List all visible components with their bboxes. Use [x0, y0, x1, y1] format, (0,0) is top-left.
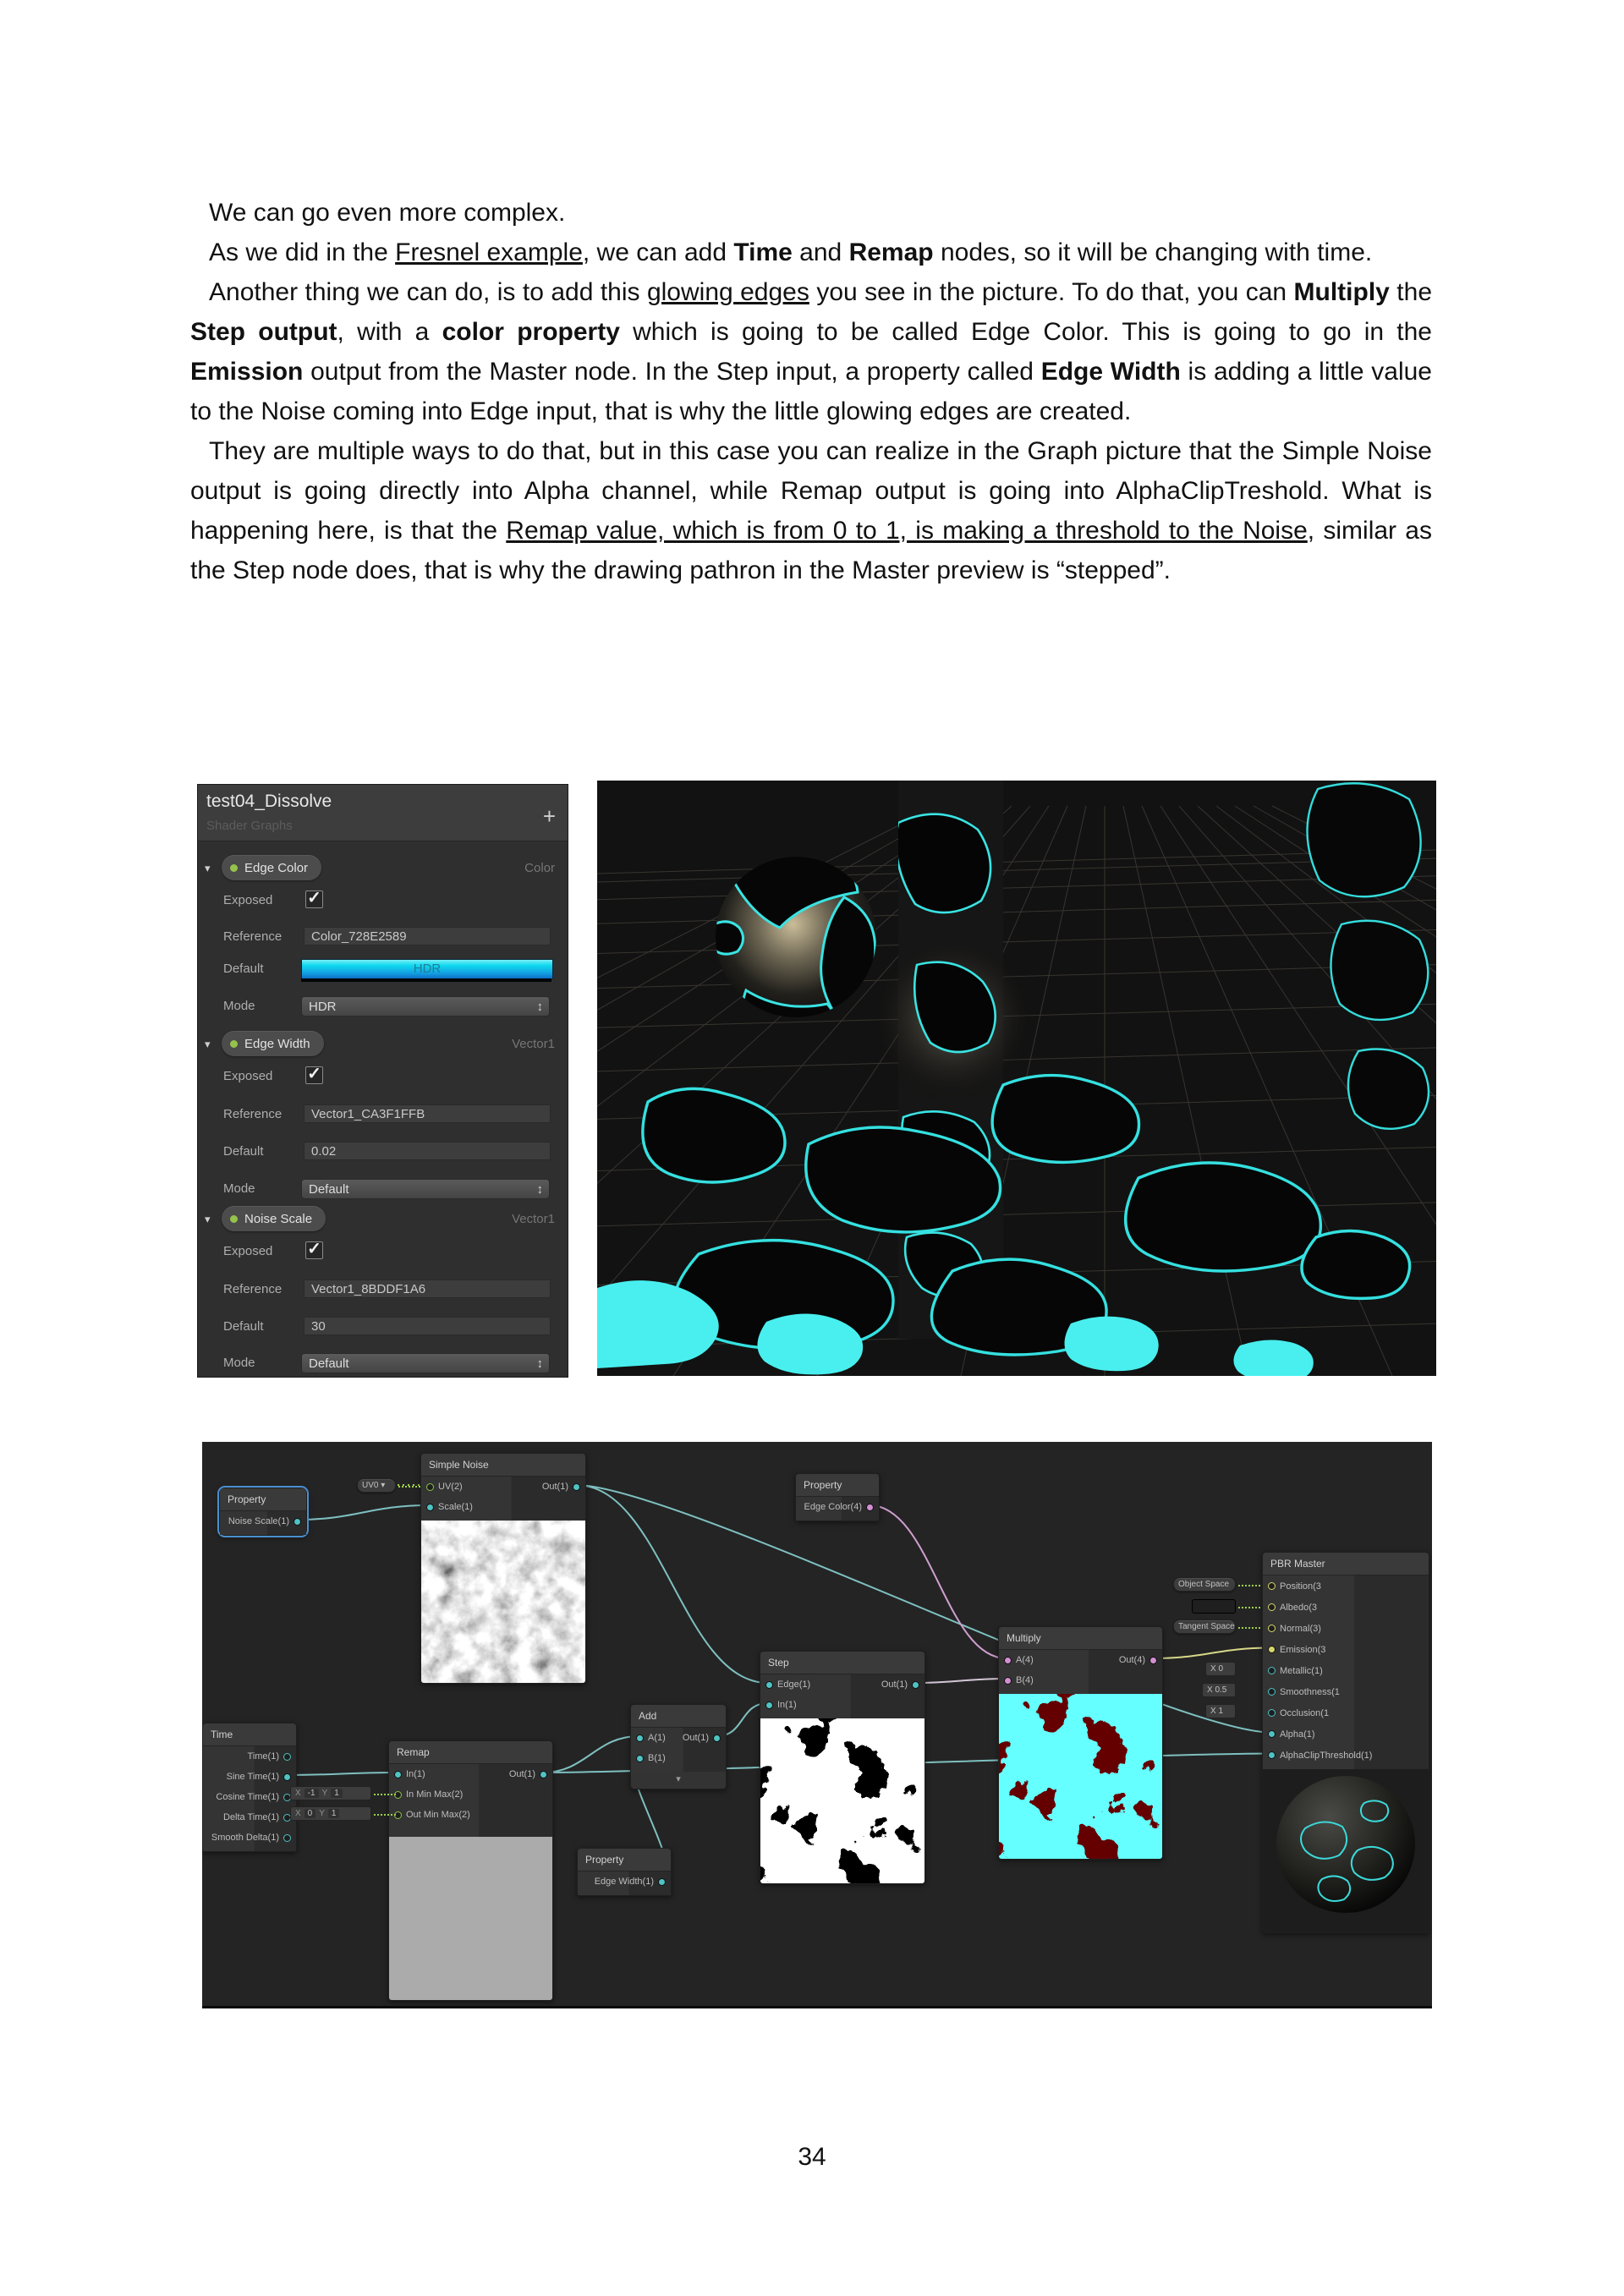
port-label: UV(2): [438, 1482, 463, 1492]
port-label: In Min Max(2): [406, 1789, 464, 1800]
output-port-Sine Time(1)[interactable]: [227, 1767, 291, 1787]
node-body: [796, 1497, 879, 1521]
port-label: B(1): [648, 1753, 666, 1763]
dotted-connector-icon: [1238, 1627, 1260, 1629]
connected-port-icon[interactable]: [1268, 1646, 1276, 1653]
bold-text: Time: [733, 238, 793, 266]
port-label: Metallic(1): [1280, 1665, 1323, 1676]
mode-label: Mode: [223, 1181, 255, 1196]
albedo-swatch[interactable]: [1192, 1599, 1236, 1614]
chevron-down-icon[interactable]: ▾: [205, 1213, 211, 1225]
updown-arrow-icon: ↕: [536, 1000, 543, 1014]
widget-label: X 1: [1210, 1706, 1224, 1716]
port-label: Out(4): [1118, 1655, 1145, 1665]
node-prop_noise_scale[interactable]: [219, 1488, 307, 1536]
widget-label: X 0: [1210, 1663, 1224, 1674]
connected-port-icon[interactable]: [866, 1504, 874, 1511]
text: and: [792, 238, 849, 266]
input-port-A(1)[interactable]: [636, 1728, 666, 1748]
property-name: Edge Width: [244, 1036, 310, 1051]
port-label: Sine Time(1): [226, 1772, 279, 1782]
reference-label: Reference: [223, 929, 283, 944]
output-port-Noise Scale(1)[interactable]: [228, 1511, 301, 1532]
unconnected-port-icon[interactable]: [1268, 1688, 1276, 1696]
mode-dropdown[interactable]: [301, 1179, 550, 1199]
shader-subtitle: Shader Graphs: [206, 819, 293, 833]
output-port-Out(1)[interactable]: [683, 1728, 721, 1748]
node-preview-cyan: [999, 1694, 1162, 1859]
text: is adding a little value to the Noise coming into Edge input, that is why the little glowing edges are created.: [190, 358, 1432, 425]
dissolve-scene-graphic: [597, 781, 1436, 1376]
unconnected-port-icon[interactable]: [283, 1753, 291, 1761]
add-property-button[interactable]: +: [542, 803, 556, 829]
node-simple_noise[interactable]: [420, 1453, 586, 1684]
default-label: Default: [223, 1319, 264, 1334]
exposed-checkbox[interactable]: ✓: [305, 1241, 323, 1259]
input-port-Alpha(1)[interactable]: [1268, 1723, 1315, 1745]
collapse-chevron-icon[interactable]: ▾: [631, 1772, 726, 1789]
input-port-UV(2)[interactable]: [426, 1477, 463, 1497]
input-port-A(4)[interactable]: [1004, 1650, 1034, 1670]
out-min-max-field[interactable]: [290, 1806, 371, 1821]
port-label: Delta Time(1): [222, 1812, 279, 1822]
input-port-B(4)[interactable]: [1004, 1670, 1034, 1690]
default-field[interactable]: 0.02: [304, 1142, 551, 1160]
connected-port-icon[interactable]: [912, 1681, 919, 1689]
node-step[interactable]: [760, 1651, 925, 1884]
bold-text: Multiply: [1293, 278, 1390, 306]
in-min-max-field[interactable]: [290, 1786, 371, 1800]
text: the: [1389, 278, 1433, 306]
unconnected-port-icon[interactable]: [1268, 1667, 1276, 1674]
node-body: [1263, 1575, 1429, 1769]
text: which is going to be called Edge Color. This is going to go in the: [619, 318, 1432, 346]
port-label: Out(1): [682, 1733, 709, 1743]
dotted-connector-icon: [398, 1486, 420, 1488]
uv0-dropdown[interactable]: [357, 1478, 396, 1493]
connected-port-icon[interactable]: [540, 1771, 547, 1778]
hdr-color-field[interactable]: HDR: [301, 959, 553, 979]
node-prop_edge_width[interactable]: [577, 1848, 672, 1896]
port-label: Normal(3): [1280, 1623, 1321, 1634]
position-space-dropdown[interactable]: [1173, 1577, 1236, 1592]
input-port-Edge(1)[interactable]: [765, 1674, 810, 1695]
port-label: Out Min Max(2): [406, 1810, 470, 1820]
text: nodes, so it will be changing with time.: [933, 238, 1373, 266]
input-port-AlphaClipThreshold(1)[interactable]: [1268, 1745, 1372, 1766]
underlined-text: Remap value, which is from 0 to 1, is making a threshold to the Noise: [506, 517, 1308, 545]
connected-port-icon[interactable]: [765, 1701, 773, 1709]
normal-space-dropdown[interactable]: [1173, 1619, 1236, 1634]
sphere-dissolve-edges: [1263, 1769, 1429, 1932]
node-remap[interactable]: [388, 1740, 553, 2001]
port-label: A(1): [648, 1733, 666, 1743]
node-body: [578, 1871, 671, 1895]
exposed-dot-icon: [230, 864, 238, 872]
hdr-alpha-strip: [301, 978, 551, 982]
port-label: Noise Scale(1): [228, 1516, 289, 1526]
exposed-label: Exposed: [223, 1244, 273, 1258]
reference-field[interactable]: Vector1_8BDDF1A6: [304, 1280, 551, 1298]
exposed-dot-icon: [230, 1040, 238, 1048]
input-port-B(1)[interactable]: [636, 1748, 666, 1768]
smoothness-x-field[interactable]: [1202, 1683, 1236, 1697]
connected-port-icon[interactable]: [1268, 1751, 1276, 1759]
node-add[interactable]: [630, 1704, 727, 1789]
node-multiply[interactable]: [998, 1626, 1163, 1860]
connected-port-icon[interactable]: [1149, 1657, 1157, 1664]
node-title[interactable]: Property: [578, 1849, 671, 1871]
node-title[interactable]: PBR Master: [1263, 1553, 1429, 1575]
dotted-connector-icon: [374, 1814, 396, 1816]
port-label: Smooth Delta(1): [211, 1833, 279, 1843]
port-label: Occlusion(1: [1280, 1707, 1330, 1718]
underlined-text: glowing edges: [646, 278, 809, 306]
output-port-Out(1)[interactable]: [881, 1674, 919, 1695]
exposed-label: Exposed: [223, 893, 273, 907]
widget-label: Object Space: [1178, 1580, 1230, 1589]
node-body: [220, 1511, 306, 1535]
reference-field[interactable]: Vector1_CA3F1FFB: [304, 1104, 551, 1123]
property-pill-edge-width[interactable]: [222, 1031, 324, 1056]
y-label: Y: [319, 1809, 325, 1818]
exposed-label: Exposed: [223, 1069, 273, 1083]
unconnected-port-icon[interactable]: [1268, 1709, 1276, 1717]
node-title[interactable]: Property: [220, 1488, 306, 1511]
node-pbr[interactable]: [1262, 1552, 1429, 1933]
bold-text: Remap: [848, 238, 934, 266]
connected-port-icon[interactable]: [713, 1734, 721, 1742]
input-port-Smoothness(1[interactable]: [1268, 1681, 1340, 1702]
x-value[interactable]: 0: [304, 1809, 316, 1818]
property-name: Noise Scale: [244, 1211, 313, 1226]
connected-port-icon[interactable]: [1004, 1677, 1012, 1685]
unconnected-port-icon[interactable]: [1268, 1582, 1276, 1590]
output-port-Cosine Time(1)[interactable]: [216, 1787, 291, 1807]
reference-label: Reference: [223, 1282, 283, 1296]
node-preview-noise: [421, 1521, 585, 1683]
wire-step-to-multiply[interactable]: [915, 1679, 1007, 1683]
node-body: [421, 1477, 585, 1521]
output-port-Out(1)[interactable]: [542, 1477, 580, 1497]
property-pill-noise-scale[interactable]: [222, 1206, 326, 1231]
body-text: [190, 193, 1432, 590]
mode-dropdown[interactable]: [301, 1353, 550, 1373]
input-port-Albedo(3[interactable]: [1268, 1597, 1317, 1618]
graph-screenshot: [202, 1442, 1432, 2008]
port-label: Out(1): [881, 1680, 908, 1690]
wire-time-to-remap[interactable]: [287, 1773, 397, 1775]
port-label: AlphaClipThreshold(1): [1280, 1750, 1373, 1761]
port-label: In(1): [406, 1769, 425, 1779]
node-title[interactable]: Remap: [389, 1741, 552, 1764]
widget-label: X 0.5: [1207, 1685, 1227, 1695]
connected-port-icon[interactable]: [636, 1755, 644, 1762]
input-port-Position(3[interactable]: [1268, 1575, 1321, 1597]
text: you see in the picture. To do that, you can: [809, 278, 1294, 306]
port-label: A(4): [1016, 1655, 1034, 1665]
input-port-In(1)[interactable]: [394, 1764, 425, 1784]
x-value[interactable]: -1: [304, 1789, 319, 1798]
output-port-Delta Time(1)[interactable]: [223, 1807, 291, 1827]
y-label: Y: [321, 1789, 328, 1798]
node-title[interactable]: Time: [203, 1723, 296, 1746]
port-label: Cosine Time(1): [216, 1792, 279, 1802]
node-preview-sphere: [1263, 1769, 1429, 1932]
input-port-Scale(1)[interactable]: [426, 1497, 473, 1517]
port-label: Albedo(3: [1280, 1602, 1318, 1613]
output-port-Out(1)[interactable]: [509, 1764, 547, 1784]
node-body: [760, 1674, 924, 1718]
connected-port-icon[interactable]: [1004, 1657, 1012, 1664]
input-port-Out Min Max(2)[interactable]: [394, 1805, 470, 1825]
connected-port-icon[interactable]: [765, 1681, 773, 1689]
node-title[interactable]: Multiply: [999, 1627, 1162, 1650]
wire-prop_noise_scale-to-simple_noise[interactable]: [297, 1505, 429, 1520]
output-port-Time(1)[interactable]: [248, 1746, 291, 1767]
bold-text: Edge Width: [1040, 358, 1181, 386]
text: output from the Master node. In the Step input, a property called: [303, 358, 1041, 386]
node-title[interactable]: Property: [796, 1474, 879, 1497]
reference-field[interactable]: Color_728E2589: [304, 927, 551, 945]
bold-text: Emission: [190, 358, 304, 386]
unconnected-port-icon[interactable]: [1268, 1625, 1276, 1632]
unconnected-port-icon[interactable]: [1268, 1603, 1276, 1611]
mode-value: HDR: [309, 1000, 337, 1014]
paragraph: [190, 272, 1432, 431]
mode-label: Mode: [223, 999, 255, 1013]
y-value[interactable]: 1: [328, 1809, 340, 1818]
mode-label: Mode: [223, 1356, 255, 1370]
node-title[interactable]: Step: [760, 1652, 924, 1674]
scene-preview-screenshot: [597, 781, 1436, 1376]
occlusion-x-field[interactable]: [1205, 1704, 1236, 1718]
bold-text: color property: [442, 318, 620, 346]
page-number: 34: [798, 2143, 826, 2171]
exposed-dot-icon: [230, 1215, 238, 1223]
chevron-down-icon[interactable]: ▾: [205, 1038, 211, 1050]
port-label: Edge Color(4): [804, 1502, 862, 1512]
input-port-In(1)[interactable]: [765, 1695, 797, 1715]
text: We can go even more complex.: [209, 199, 566, 227]
default-label: Default: [223, 962, 264, 976]
input-port-Emission(3[interactable]: [1268, 1639, 1325, 1660]
default-label: Default: [223, 1144, 264, 1159]
input-port-Metallic(1)[interactable]: [1268, 1660, 1323, 1681]
reference-label: Reference: [223, 1107, 283, 1121]
updown-arrow-icon: ↕: [536, 1182, 543, 1197]
wire-remap-to-add[interactable]: [543, 1736, 639, 1773]
port-label: Out(1): [541, 1482, 568, 1492]
property-type: Vector1: [512, 1212, 555, 1226]
property-pill-edge-color[interactable]: [222, 855, 321, 880]
exposed-checkbox[interactable]: ✓: [305, 1066, 323, 1084]
bold-text: Step output: [190, 318, 337, 346]
port-label: B(4): [1016, 1675, 1034, 1685]
node-body: [389, 1764, 552, 1837]
connected-port-icon[interactable]: [426, 1504, 434, 1511]
paragraph: [190, 193, 1432, 233]
output-port-Edge Width(1)[interactable]: [595, 1871, 666, 1892]
text: , with a: [337, 318, 442, 346]
metallic-x-field[interactable]: [1205, 1662, 1236, 1676]
property-name: Edge Color: [244, 860, 309, 875]
wire-multiply-to-pbr[interactable]: [1153, 1648, 1270, 1659]
port-label: Time(1): [247, 1751, 279, 1762]
node-preview-bw: [760, 1718, 924, 1883]
text: As we did in the: [209, 238, 396, 266]
default-field[interactable]: 30: [304, 1317, 551, 1335]
node-body: [631, 1728, 726, 1772]
port-label: Alpha(1): [1280, 1729, 1315, 1740]
connected-port-icon[interactable]: [636, 1734, 644, 1742]
wire-simple_noise-to-step[interactable]: [576, 1485, 768, 1683]
connected-port-icon[interactable]: [1268, 1730, 1276, 1738]
chevron-down-icon[interactable]: ▾: [205, 862, 211, 874]
inspector-screenshot: [197, 784, 568, 1378]
updown-arrow-icon: ↕: [536, 1356, 543, 1371]
paragraph: [190, 431, 1432, 590]
widget-label: Tangent Space: [1178, 1622, 1235, 1631]
text: , similar as the Step node does, that is why the drawing pathron in the Master preview is “stepped”.: [190, 517, 1432, 584]
input-port-Normal(3)[interactable]: [1268, 1618, 1321, 1639]
dotted-connector-icon: [374, 1794, 396, 1795]
port-label: Out(1): [508, 1769, 535, 1779]
input-port-In Min Max(2)[interactable]: [394, 1784, 463, 1805]
node-time[interactable]: [202, 1723, 297, 1852]
paragraph: [190, 233, 1432, 272]
output-port-Edge Color(4)[interactable]: [804, 1497, 874, 1517]
connected-port-icon[interactable]: [573, 1483, 580, 1491]
connected-port-icon[interactable]: [658, 1878, 666, 1886]
node-title[interactable]: Simple Noise: [421, 1454, 585, 1477]
text: Another thing we can do, is to add this: [209, 278, 647, 306]
dotted-connector-icon: [1238, 1607, 1260, 1608]
port-label: In(1): [777, 1700, 797, 1710]
text: , we can add: [582, 238, 734, 266]
x-label: X: [295, 1809, 301, 1818]
inspector-header: [198, 785, 568, 841]
underlined-text: Fresnel example: [395, 238, 583, 266]
port-label: Scale(1): [438, 1502, 473, 1512]
dotted-connector-icon: [1238, 1585, 1260, 1586]
port-label: Edge Width(1): [594, 1877, 654, 1887]
shader-title: test04_Dissolve: [206, 792, 332, 811]
output-port-Out(4)[interactable]: [1119, 1650, 1157, 1670]
connected-port-icon[interactable]: [283, 1773, 291, 1781]
unconnected-port-icon[interactable]: [426, 1483, 434, 1491]
y-value[interactable]: 1: [331, 1789, 343, 1798]
widget-label: UV0 ▾: [362, 1481, 386, 1490]
node-title[interactable]: Add: [631, 1705, 726, 1728]
node-preview-gray: [389, 1837, 552, 2000]
node-body: [203, 1746, 296, 1851]
mode-value: Default: [309, 1182, 349, 1197]
unconnected-port-icon[interactable]: [283, 1834, 291, 1842]
output-port-Smooth Delta(1)[interactable]: [211, 1827, 291, 1848]
input-port-Occlusion(1[interactable]: [1268, 1702, 1329, 1723]
connected-port-icon[interactable]: [294, 1518, 301, 1526]
connected-port-icon[interactable]: [394, 1771, 402, 1778]
port-label: Emission(3: [1280, 1644, 1326, 1655]
port-label: Edge(1): [777, 1680, 811, 1690]
property-type: Color: [524, 861, 555, 875]
mode-dropdown[interactable]: [301, 996, 550, 1016]
port-label: Position(3: [1280, 1581, 1321, 1592]
x-label: X: [295, 1789, 301, 1798]
property-type: Vector1: [512, 1037, 555, 1051]
text: They are multiple ways to do that, but in this case you can realize in the Graph picture that the Simple Noise output is going directly into Alpha channel, while Remap output is going into AlphaClipTreshold. What is happening here, is that the: [190, 437, 1432, 545]
node-body: [999, 1650, 1162, 1694]
exposed-checkbox[interactable]: ✓: [305, 890, 323, 908]
port-label: Smoothness(1: [1280, 1686, 1340, 1697]
node-prop_edge_color[interactable]: [795, 1473, 880, 1521]
mode-value: Default: [309, 1356, 349, 1371]
